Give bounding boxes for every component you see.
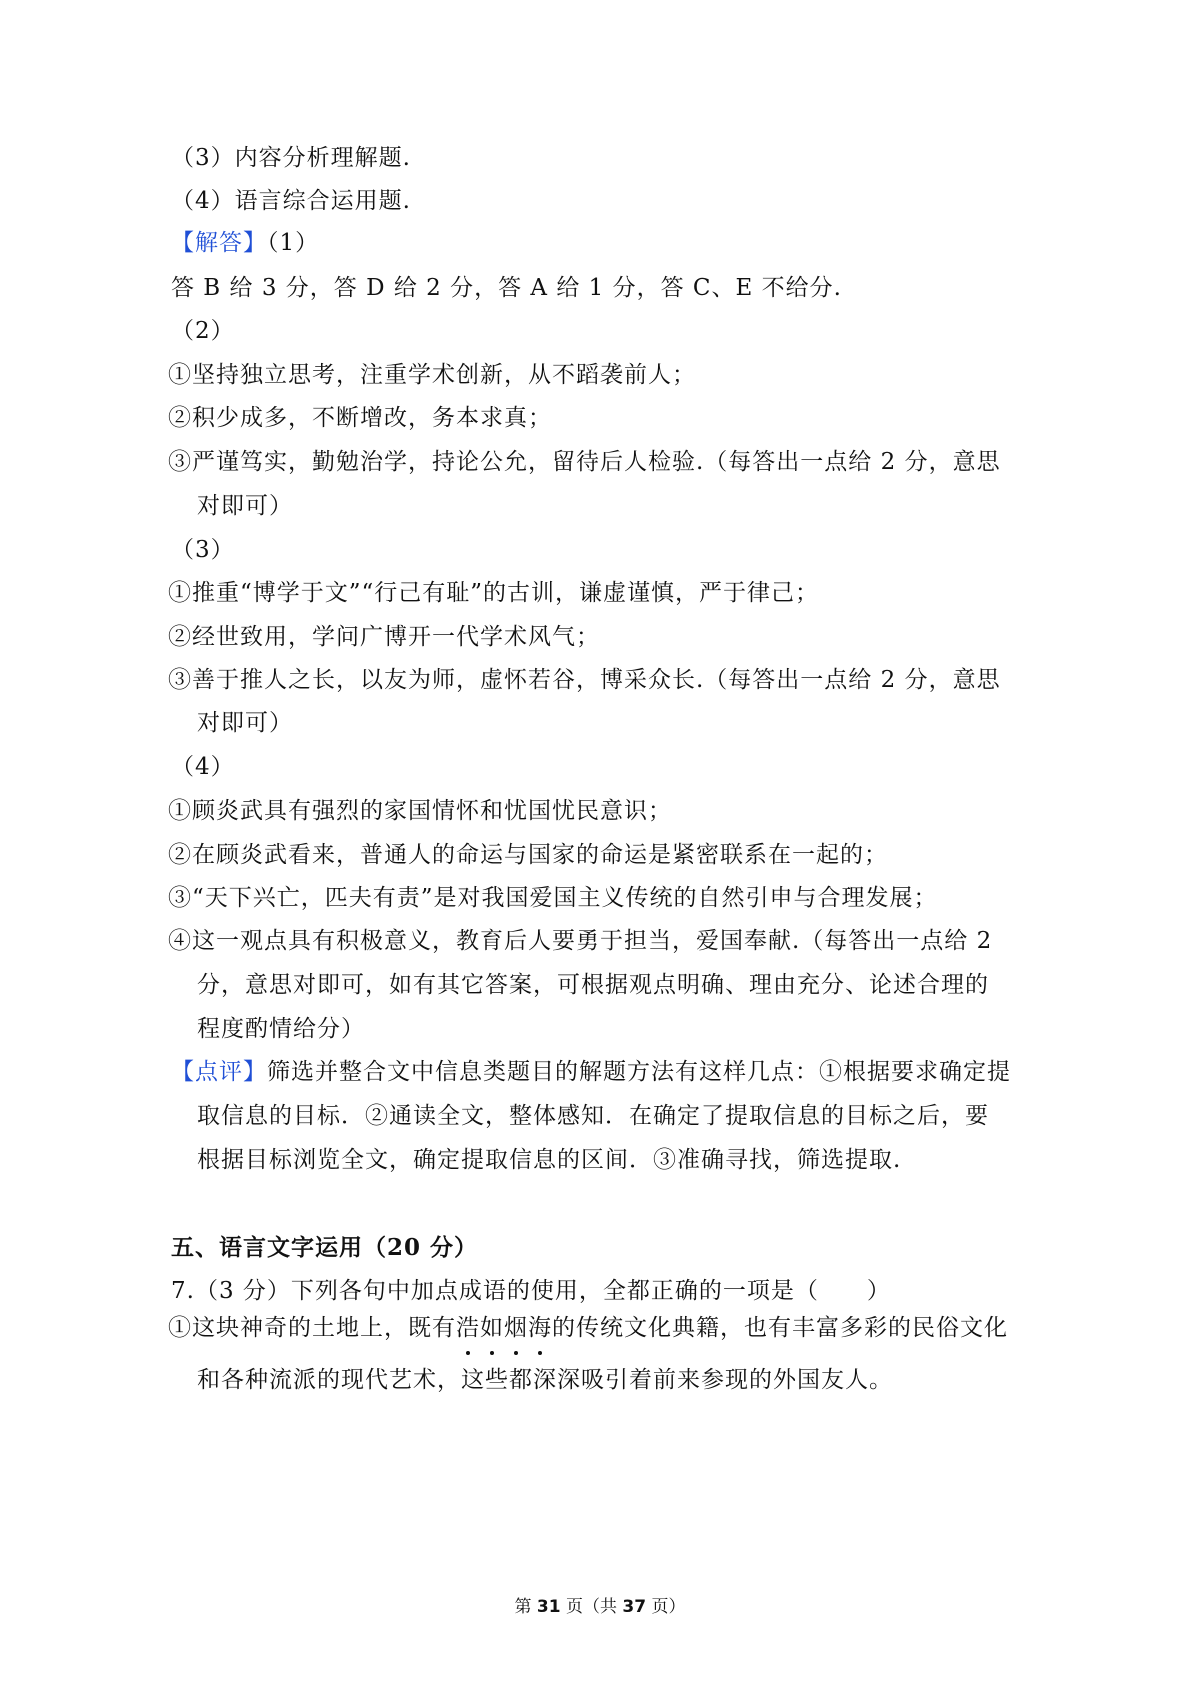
text-line: 程度酌情给分）	[197, 1016, 365, 1042]
dotted-char: 如	[480, 1315, 504, 1341]
text-line: （3）内容分析理解题.	[171, 145, 411, 171]
total-pages: 37	[622, 1597, 647, 1617]
footer-prefix: 第	[514, 1597, 537, 1617]
text-line: ③“天下兴亡，匹夫有责”是对我国爱国主义传统的自然引申与合理发展；	[168, 885, 938, 911]
text-line: ②经世致用，学问广博开一代学术风气；	[168, 624, 600, 650]
text-line: ③严谨笃实，勤勉治学，持论公允，留待后人检验.（每答出一点给 2 分，意思	[168, 449, 1001, 475]
text-line: ①推重“博学于文”“行己有耻”的古训，谦虚谨慎，严于律己；	[168, 580, 820, 606]
review-tag: 【点评】	[171, 1059, 267, 1085]
page-footer	[0, 1595, 1200, 1619]
dotted-char: 浩	[456, 1315, 480, 1341]
review-label-line	[171, 1057, 1011, 1087]
text-line: 对即可）	[197, 493, 293, 519]
text-line: 答 B 给 3 分，答 D 给 2 分，答 A 给 1 分，答 C、E 不给分.	[171, 275, 842, 301]
dotted-char: 烟	[504, 1315, 528, 1341]
text-line: 和各种流派的现代艺术，这些都深深吸引着前来参现的外国友人。	[197, 1367, 893, 1393]
footer-suffix: 页）	[646, 1597, 686, 1617]
text-line: 根据目标浏览全文，确定提取信息的区间．③准确寻找，筛选提取.	[197, 1147, 902, 1173]
review-text: 筛选并整合文中信息类题目的解题方法有这样几点：①根据要求确定提	[267, 1059, 1011, 1085]
current-page: 31	[536, 1597, 561, 1617]
answer-tag: 【解答】	[171, 230, 267, 256]
text-line: （3）	[171, 537, 235, 563]
text-line: （2）	[171, 318, 235, 344]
question-7: 7.（3 分）下列各句中加点成语的使用，全都正确的一项是（ ）	[171, 1278, 891, 1304]
text-line: ②积少成多，不断增改，务本求真；	[168, 405, 552, 431]
section-heading: 五、语言文字运用（20 分）	[171, 1234, 479, 1261]
option-text: ①这块神奇的土地上，既有	[168, 1315, 456, 1341]
text-line: 分，意思对即可，如有其它答案，可根据观点明确、理由充分、论述合理的	[197, 972, 989, 998]
text-line: ①坚持独立思考，注重学术创新，从不蹈袭前人；	[168, 362, 696, 388]
text-line: ③善于推人之长，以友为师，虚怀若谷，博采众长.（每答出一点给 2 分，意思	[168, 667, 1001, 693]
text-line: ④这一观点具有积极意义，教育后人要勇于担当，爱国奉献.（每答出一点给 2	[168, 928, 993, 954]
text-line: 对即可）	[197, 710, 293, 736]
text-line: （4）	[171, 754, 235, 780]
answer-label-line	[171, 228, 319, 258]
dotted-char: 海	[528, 1315, 552, 1341]
text-line: （4）语言综合运用题.	[171, 188, 411, 214]
text-line: ②在顾炎武看来，普通人的命运与国家的命运是紧密联系在一起的；	[168, 842, 888, 868]
text-line: ①顾炎武具有强烈的家国情怀和忧国忧民意识；	[168, 798, 672, 824]
option-text: 的传统文化典籍，也有丰富多彩的民俗文化	[552, 1315, 1008, 1341]
text-line: 取信息的目标．②通读全文，整体感知．在确定了提取信息的目标之后，要	[197, 1103, 989, 1129]
question-7-option-line	[168, 1313, 1008, 1343]
answer-part-label: （1）	[267, 230, 320, 256]
footer-middle: 页（共	[560, 1597, 623, 1617]
